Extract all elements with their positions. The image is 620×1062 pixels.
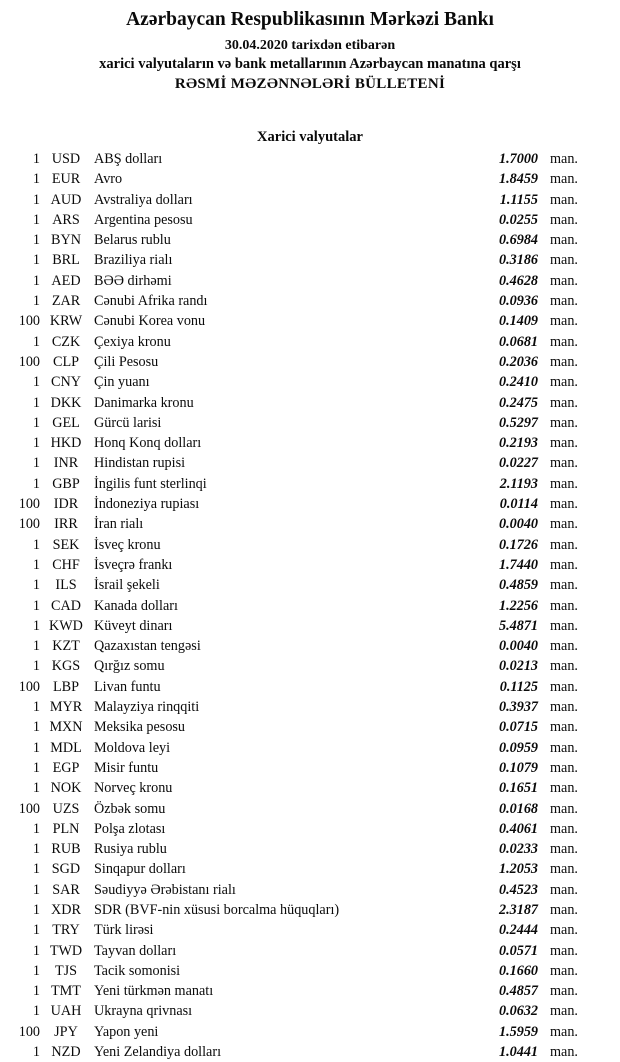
currency-name: Cənubi Korea vonu bbox=[94, 313, 206, 330]
currency-name: Malayziya rinqqiti bbox=[94, 699, 200, 716]
rate-row bbox=[0, 981, 590, 1001]
rate-row bbox=[0, 717, 590, 737]
currency-name: Çili Pesosu bbox=[94, 353, 159, 370]
quantity: 1 bbox=[32, 232, 40, 249]
rate-value: 0.0936 bbox=[498, 293, 538, 310]
currency-code: IRR bbox=[54, 516, 78, 533]
currency-code: ARS bbox=[52, 211, 80, 228]
currency-name: Yeni türkmən manatı bbox=[94, 983, 214, 1000]
quantity: 100 bbox=[18, 678, 40, 695]
currency-code: LBP bbox=[52, 678, 80, 695]
rate-value: 0.2410 bbox=[498, 374, 538, 391]
rate-row bbox=[0, 413, 590, 433]
unit-label: man. bbox=[550, 800, 578, 817]
currency-name: ABŞ dolları bbox=[94, 151, 163, 167]
rate-value: 0.1079 bbox=[498, 759, 538, 776]
rate-row bbox=[0, 738, 590, 758]
currency-code: BYN bbox=[51, 232, 81, 249]
quantity: 1 bbox=[32, 983, 40, 1000]
rate-row bbox=[0, 596, 590, 616]
quantity: 1 bbox=[32, 394, 40, 411]
currency-code: RUB bbox=[51, 841, 81, 858]
unit-label: man. bbox=[550, 556, 578, 573]
rate-value: 0.4523 bbox=[498, 881, 538, 898]
currency-name: Özbək somu bbox=[94, 800, 166, 817]
currency-code: AUD bbox=[50, 191, 82, 208]
unit-label: man. bbox=[550, 638, 578, 655]
quantity: 1 bbox=[32, 597, 40, 614]
unit-label: man. bbox=[550, 597, 578, 614]
unit-label: man. bbox=[550, 313, 578, 330]
rate-row bbox=[0, 900, 590, 920]
rate-value: 0.4628 bbox=[498, 272, 538, 289]
unit-label: man. bbox=[550, 780, 578, 797]
rate-value: 1.8459 bbox=[498, 171, 538, 188]
currency-name: Tayvan dolları bbox=[94, 942, 177, 959]
quantity: 1 bbox=[32, 942, 40, 959]
currency-code: USD bbox=[51, 151, 81, 167]
currency-name: Belarus rublu bbox=[94, 232, 171, 249]
currency-code: UZS bbox=[52, 800, 80, 817]
rate-value: 0.3937 bbox=[498, 699, 538, 716]
rate-value: 0.3186 bbox=[498, 252, 538, 269]
unit-label: man. bbox=[550, 211, 578, 228]
currency-name: Tacik somonisi bbox=[94, 962, 181, 979]
rate-value: 0.1409 bbox=[498, 313, 538, 330]
rate-row bbox=[0, 941, 590, 961]
rate-row bbox=[0, 819, 590, 839]
currency-name: Avstraliya dolları bbox=[94, 191, 193, 208]
rate-row bbox=[0, 961, 590, 981]
quantity: 1 bbox=[32, 658, 40, 675]
unit-label: man. bbox=[550, 536, 578, 553]
quantity: 1 bbox=[32, 536, 40, 553]
currency-code: MXN bbox=[49, 719, 83, 736]
currency-code: SGD bbox=[51, 861, 81, 878]
quantity: 1 bbox=[32, 171, 40, 188]
rate-row bbox=[0, 636, 590, 656]
currency-name: Yapon yeni bbox=[94, 1023, 159, 1040]
currency-name: Qırğız somu bbox=[94, 658, 165, 675]
rate-value: 0.0255 bbox=[498, 211, 538, 228]
currency-name: İsrail şekeli bbox=[94, 577, 160, 594]
currency-name: Səudiyyə Ərəbistanı rialı bbox=[94, 881, 236, 898]
rate-row bbox=[0, 1001, 590, 1021]
rate-row bbox=[0, 1022, 590, 1042]
unit-label: man. bbox=[550, 820, 578, 837]
quantity: 1 bbox=[32, 475, 40, 492]
unit-label: man. bbox=[550, 435, 578, 452]
rate-row bbox=[0, 514, 590, 534]
unit-label: man. bbox=[550, 577, 578, 594]
currency-code: KRW bbox=[49, 313, 83, 330]
currency-code: ZAR bbox=[51, 293, 81, 310]
currency-name: Avro bbox=[94, 171, 123, 188]
unit-label: man. bbox=[550, 414, 578, 431]
currency-name: Qazaxıstan tengəsi bbox=[94, 638, 201, 655]
rate-value: 0.1125 bbox=[499, 678, 538, 695]
unit-label: man. bbox=[550, 232, 578, 249]
currency-code: MDL bbox=[50, 739, 82, 756]
rate-row bbox=[0, 311, 590, 331]
quantity: 1 bbox=[32, 617, 40, 634]
unit-label: man. bbox=[550, 394, 578, 411]
currency-code: AED bbox=[51, 272, 81, 289]
currency-code: EGP bbox=[52, 759, 80, 776]
rate-row bbox=[0, 697, 590, 717]
unit-label: man. bbox=[550, 901, 578, 918]
rate-row bbox=[0, 799, 590, 819]
currency-code: TRY bbox=[52, 922, 80, 939]
rate-value: 0.2475 bbox=[498, 394, 538, 411]
currency-code: UAH bbox=[50, 1003, 82, 1020]
rate-value: 0.2193 bbox=[498, 435, 538, 452]
quantity: 1 bbox=[32, 861, 40, 878]
currency-code: HKD bbox=[50, 435, 82, 452]
unit-label: man. bbox=[550, 719, 578, 736]
currency-name: Cənubi Afrika randı bbox=[94, 293, 208, 310]
unit-label: man. bbox=[550, 942, 578, 959]
rate-value: 0.0681 bbox=[498, 333, 538, 350]
unit-label: man. bbox=[550, 739, 578, 756]
currency-code: NOK bbox=[50, 780, 82, 797]
currency-code: CAD bbox=[51, 597, 81, 614]
quantity: 1 bbox=[32, 151, 40, 167]
currency-code: PLN bbox=[52, 820, 80, 837]
currency-code: CZK bbox=[51, 333, 81, 350]
currency-code: BRL bbox=[52, 252, 80, 269]
rate-value: 0.1726 bbox=[498, 536, 538, 553]
currency-name: Meksika pesosu bbox=[94, 719, 186, 736]
currency-name: İngilis funt sterlinqi bbox=[94, 475, 207, 492]
exchange-rates-table bbox=[0, 149, 620, 1062]
unit-label: man. bbox=[550, 475, 578, 492]
currency-code: SEK bbox=[52, 536, 80, 553]
rate-value: 0.0715 bbox=[498, 719, 538, 736]
rate-value: 2.1193 bbox=[499, 475, 538, 492]
currency-name: Çexiya kronu bbox=[94, 333, 171, 350]
currency-name: Livan funtu bbox=[94, 678, 161, 695]
rate-row bbox=[0, 575, 590, 595]
currency-name: Rusiya rublu bbox=[94, 841, 167, 858]
currency-name: Yeni Zelandiya dolları bbox=[94, 1044, 222, 1061]
rate-value: 5.4871 bbox=[498, 617, 538, 634]
rate-row bbox=[0, 352, 590, 372]
rate-value: 0.0959 bbox=[498, 739, 538, 756]
quantity: 1 bbox=[32, 556, 40, 573]
unit-label: man. bbox=[550, 1044, 578, 1061]
currency-name: İran rialı bbox=[94, 516, 144, 533]
currency-code: IDR bbox=[53, 496, 79, 513]
unit-label: man. bbox=[550, 881, 578, 898]
rate-row bbox=[0, 839, 590, 859]
quantity: 1 bbox=[32, 333, 40, 350]
quantity: 1 bbox=[32, 638, 40, 655]
quantity: 1 bbox=[32, 962, 40, 979]
rate-row bbox=[0, 859, 590, 879]
quantity: 1 bbox=[32, 699, 40, 716]
rate-row bbox=[0, 271, 590, 291]
currency-name: BƏƏ dirhəmi bbox=[94, 272, 172, 289]
currency-name: Braziliya rialı bbox=[94, 252, 173, 269]
currency-code: XDR bbox=[51, 901, 81, 918]
rate-row bbox=[0, 474, 590, 494]
unit-label: man. bbox=[550, 759, 578, 776]
unit-label: man. bbox=[550, 699, 578, 716]
rate-value: 0.2036 bbox=[498, 353, 538, 370]
rate-row bbox=[0, 210, 590, 230]
rate-value: 1.0441 bbox=[498, 1044, 538, 1061]
quantity: 1 bbox=[32, 577, 40, 594]
quantity: 100 bbox=[18, 313, 40, 330]
currency-name: Gürcü larisi bbox=[94, 414, 162, 431]
unit-label: man. bbox=[550, 983, 578, 1000]
quantity: 1 bbox=[32, 1003, 40, 1020]
currency-name: SDR (BVF-nin xüsusi borcalma hüquqları) bbox=[94, 901, 340, 918]
currency-code: TJS bbox=[54, 962, 78, 979]
unit-label: man. bbox=[550, 617, 578, 634]
currency-code: TMT bbox=[51, 983, 81, 1000]
currency-name: Türk lirəsi bbox=[94, 922, 154, 939]
rate-value: 1.7440 bbox=[498, 556, 538, 573]
rate-value: 0.0632 bbox=[498, 1003, 538, 1020]
currency-code: GBP bbox=[52, 475, 80, 492]
currency-code: TWD bbox=[49, 942, 83, 959]
currency-code: DKK bbox=[50, 394, 82, 411]
currency-code: KWD bbox=[49, 617, 83, 634]
currency-name: Argentina pesosu bbox=[94, 211, 193, 228]
quantity: 1 bbox=[32, 901, 40, 918]
quantity: 1 bbox=[32, 293, 40, 310]
rate-value: 0.6984 bbox=[498, 232, 538, 249]
currency-code: KZT bbox=[52, 638, 80, 655]
unit-label: man. bbox=[550, 516, 578, 533]
quantity: 100 bbox=[18, 1023, 40, 1040]
quantity: 1 bbox=[32, 922, 40, 939]
quantity: 1 bbox=[32, 780, 40, 797]
currency-code: ILS bbox=[55, 577, 77, 594]
quantity: 1 bbox=[32, 719, 40, 736]
unit-label: man. bbox=[550, 1023, 578, 1040]
quantity: 1 bbox=[32, 272, 40, 289]
currency-name: Hindistan rupisi bbox=[94, 455, 186, 472]
currency-code: SAR bbox=[52, 881, 80, 898]
rate-value: 0.4061 bbox=[498, 820, 538, 837]
unit-label: man. bbox=[550, 455, 578, 472]
unit-label: man. bbox=[550, 191, 578, 208]
unit-label: man. bbox=[550, 272, 578, 289]
currency-name: Kanada dolları bbox=[94, 597, 178, 614]
unit-label: man. bbox=[550, 374, 578, 391]
rate-value: 1.5959 bbox=[498, 1023, 538, 1040]
rate-row bbox=[0, 190, 590, 210]
rate-row bbox=[0, 291, 590, 311]
currency-code: JPY bbox=[54, 1023, 78, 1040]
currency-name: İndoneziya rupiası bbox=[94, 496, 200, 513]
currency-name: Danimarka kronu bbox=[94, 394, 194, 411]
rate-value: 0.0571 bbox=[498, 942, 538, 959]
unit-label: man. bbox=[550, 171, 578, 188]
quantity: 1 bbox=[32, 455, 40, 472]
unit-label: man. bbox=[550, 333, 578, 350]
rate-value: 0.0168 bbox=[498, 800, 538, 817]
unit-label: man. bbox=[550, 496, 578, 513]
rate-row bbox=[0, 250, 590, 270]
currency-code: MYR bbox=[49, 699, 83, 716]
quantity: 1 bbox=[32, 881, 40, 898]
currency-name: Moldova leyi bbox=[94, 739, 171, 756]
rate-value: 0.5297 bbox=[498, 414, 538, 431]
rate-value: 0.1660 bbox=[498, 962, 538, 979]
currency-name: Ukrayna qrivnası bbox=[94, 1003, 193, 1020]
section-title-foreign-currencies: Xarici valyutalar bbox=[257, 129, 363, 145]
quantity: 100 bbox=[18, 353, 40, 370]
quantity: 1 bbox=[32, 191, 40, 208]
rate-row bbox=[0, 372, 590, 392]
unit-label: man. bbox=[550, 293, 578, 310]
currency-name: Sinqapur dolları bbox=[94, 861, 186, 878]
currency-name: Misir funtu bbox=[94, 759, 159, 776]
unit-label: man. bbox=[550, 841, 578, 858]
rate-row bbox=[0, 616, 590, 636]
rate-row bbox=[0, 920, 590, 940]
bulletin-title: RƏSMİ MƏZƏNNƏLƏRİ BÜLLETENİ bbox=[174, 76, 446, 92]
quantity: 100 bbox=[18, 496, 40, 513]
quantity: 1 bbox=[32, 1044, 40, 1061]
currency-code: CLP bbox=[52, 353, 80, 370]
rate-value: 2.3187 bbox=[498, 901, 538, 918]
quantity: 1 bbox=[32, 435, 40, 452]
rate-value: 0.1651 bbox=[498, 780, 538, 797]
unit-label: man. bbox=[550, 1003, 578, 1020]
rate-row bbox=[0, 332, 590, 352]
rate-row bbox=[0, 494, 590, 514]
rate-row bbox=[0, 555, 590, 575]
quantity: 100 bbox=[18, 516, 40, 533]
rate-value: 1.1155 bbox=[499, 191, 538, 208]
unit-label: man. bbox=[550, 678, 578, 695]
currency-code: NZD bbox=[51, 1044, 81, 1061]
bank-title: Azərbaycan Respublikasının Mərkəzi Bankı bbox=[126, 9, 494, 30]
currency-code: EUR bbox=[51, 171, 81, 188]
rate-row bbox=[0, 169, 590, 189]
unit-label: man. bbox=[550, 658, 578, 675]
quantity: 1 bbox=[32, 374, 40, 391]
currency-code: CHF bbox=[52, 556, 80, 573]
currency-code: GEL bbox=[52, 414, 80, 431]
rate-row bbox=[0, 149, 590, 169]
quantity: 1 bbox=[32, 414, 40, 431]
rate-row bbox=[0, 1042, 590, 1062]
unit-label: man. bbox=[550, 922, 578, 939]
rate-row bbox=[0, 677, 590, 697]
rate-row bbox=[0, 880, 590, 900]
rate-row bbox=[0, 778, 590, 798]
unit-label: man. bbox=[550, 861, 578, 878]
rate-value: 1.7000 bbox=[498, 151, 538, 167]
currency-name: İsveç kronu bbox=[94, 536, 161, 553]
rate-row bbox=[0, 453, 590, 473]
rate-value: 0.4859 bbox=[498, 577, 538, 594]
unit-label: man. bbox=[550, 252, 578, 269]
currency-code: CNY bbox=[51, 374, 81, 391]
currency-code: INR bbox=[53, 455, 79, 472]
currency-name: İsveçrə frankı bbox=[94, 556, 173, 573]
quantity: 1 bbox=[32, 820, 40, 837]
rate-row bbox=[0, 656, 590, 676]
rate-row bbox=[0, 393, 590, 413]
rate-value: 0.0114 bbox=[499, 496, 538, 513]
subtitle-line: xarici valyutaların və bank metallarının Azərbaycan manatına qarşı bbox=[99, 56, 521, 72]
unit-label: man. bbox=[550, 151, 578, 167]
effective-date-line: 30.04.2020 tarixdən etibarən bbox=[224, 38, 396, 53]
currency-name: Honq Konq dolları bbox=[94, 435, 202, 452]
currency-name: Norveç kronu bbox=[94, 780, 173, 797]
unit-label: man. bbox=[550, 353, 578, 370]
rate-value: 0.0233 bbox=[498, 841, 538, 858]
rate-value: 0.4857 bbox=[498, 983, 538, 1000]
rate-value: 1.2053 bbox=[498, 861, 538, 878]
rate-value: 1.2256 bbox=[498, 597, 538, 614]
rate-row bbox=[0, 535, 590, 555]
rate-value: 0.0227 bbox=[498, 455, 538, 472]
quantity: 1 bbox=[32, 252, 40, 269]
rate-value: 0.0040 bbox=[498, 638, 538, 655]
currency-name: Küveyt dinarı bbox=[94, 617, 173, 634]
rate-row bbox=[0, 433, 590, 453]
rate-row bbox=[0, 758, 590, 778]
rate-row bbox=[0, 230, 590, 250]
quantity: 1 bbox=[32, 759, 40, 776]
currency-code: KGS bbox=[51, 658, 81, 675]
currency-name: Polşa zlotası bbox=[94, 820, 166, 837]
quantity: 1 bbox=[32, 211, 40, 228]
unit-label: man. bbox=[550, 962, 578, 979]
quantity: 1 bbox=[32, 841, 40, 858]
quantity: 1 bbox=[32, 739, 40, 756]
currency-name: Çin yuanı bbox=[94, 374, 150, 391]
rate-value: 0.0040 bbox=[498, 516, 538, 533]
bulletin-header bbox=[0, 7, 620, 95]
rate-value: 0.0213 bbox=[498, 658, 538, 675]
quantity: 100 bbox=[18, 800, 40, 817]
rate-value: 0.2444 bbox=[498, 922, 538, 939]
